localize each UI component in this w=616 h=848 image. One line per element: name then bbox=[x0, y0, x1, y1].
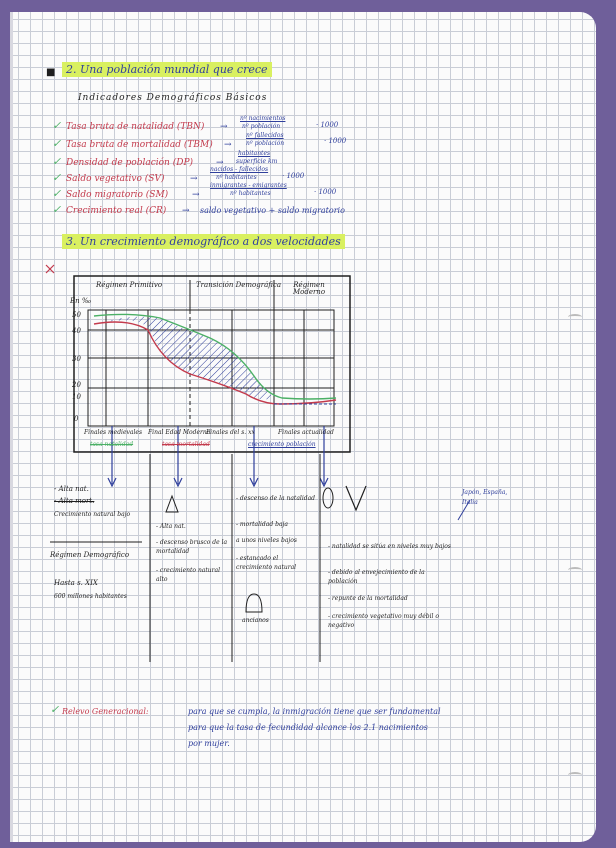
fraction-top: habitantes bbox=[238, 150, 271, 157]
indicator-label: Tasa bruta de natalidad (TBN) bbox=[66, 122, 205, 132]
y-axis-label: En ‰ bbox=[70, 297, 92, 305]
multiplier: · 1000 bbox=[324, 137, 347, 145]
check-icon: ✓ bbox=[52, 119, 62, 132]
x-label: Finales actualidad bbox=[278, 429, 334, 436]
red-x-mark bbox=[46, 265, 54, 273]
x-label: Finales del s. xx bbox=[206, 429, 255, 436]
note-text: - natalidad se sitúa en niveles muy bajos bbox=[328, 543, 451, 550]
note-text: ancianos bbox=[242, 617, 269, 624]
note-text: - crecimiento vegetativo muy débil o negativo bbox=[328, 613, 439, 629]
note-text: - crecimiento natural alto bbox=[156, 567, 221, 583]
arrow-icon: → bbox=[216, 158, 224, 168]
y-tick: 20 bbox=[72, 381, 81, 389]
fraction-bottom: superficie km bbox=[236, 158, 278, 165]
fraction-top: inmigrantes - emigrantes bbox=[210, 182, 287, 189]
check-icon: ✓ bbox=[52, 187, 62, 200]
countries-note: Italia bbox=[462, 499, 478, 506]
y-tick: 50 bbox=[72, 311, 81, 319]
leaf-icon bbox=[323, 488, 333, 508]
note-text: - descenso de la natalidad bbox=[236, 495, 316, 502]
arrow-icon: → bbox=[192, 190, 200, 200]
note-text: - descenso brusco de la mortalidad bbox=[156, 539, 228, 555]
note-text: - Alta mort. bbox=[54, 497, 95, 505]
note-text: Régimen Demográfico bbox=[50, 551, 130, 559]
y-tick: 0 bbox=[74, 415, 79, 423]
legend-death: tasa mortalidad bbox=[162, 441, 210, 448]
legend-birth: tasa natalidad bbox=[90, 441, 134, 448]
relevo-label: Relevo Generacional: bbox=[62, 707, 149, 716]
note-text: a unos niveles bajos bbox=[236, 537, 297, 544]
arrow-icon: → bbox=[220, 122, 228, 132]
fraction-bottom: nº población bbox=[242, 123, 281, 130]
relevo-text: para que se cumpla, la inmigración tiene que ser fundamental bbox=[188, 707, 441, 716]
y-tick: 40 bbox=[72, 327, 81, 335]
phase-label: Transición Demográfica bbox=[196, 281, 282, 289]
indicator-label: Saldo vegetativo (SV) bbox=[66, 174, 165, 184]
legend-growth: crecimiento población bbox=[248, 441, 316, 448]
check-icon: ✓ bbox=[50, 703, 60, 716]
check-icon: ✓ bbox=[52, 155, 62, 168]
multiplier: · 1000 bbox=[314, 188, 337, 196]
note-text: - debido al envejecimiento de la población bbox=[328, 569, 425, 585]
note-text: Hasta s. XIX bbox=[54, 579, 98, 587]
y-tick: 10 bbox=[72, 393, 81, 401]
x-label: Finales medievales bbox=[84, 429, 143, 436]
note-text: Crecimiento natural bajo bbox=[54, 511, 131, 518]
arrow-icon: → bbox=[224, 140, 232, 150]
fraction-bottom: nº población bbox=[246, 140, 285, 147]
x-label: Final Edad Moderna bbox=[148, 429, 211, 436]
note-text: - Alta nat. bbox=[54, 485, 89, 493]
inverted-pyramid-icon bbox=[346, 486, 366, 510]
arrow-icon: → bbox=[182, 206, 190, 216]
bullet-mark: ■ bbox=[46, 67, 56, 78]
check-icon: ✓ bbox=[52, 137, 62, 150]
notebook-page bbox=[10, 12, 596, 842]
note-text: - Alta nat. bbox=[156, 523, 186, 530]
note-text: - estancado el crecimiento natural bbox=[236, 555, 297, 571]
check-icon: ✓ bbox=[52, 171, 62, 184]
relevo-text: para que la tasa de fecundidad alcance los 2.1 nacimientos bbox=[188, 723, 428, 732]
countries-note: Japón, España, bbox=[462, 489, 508, 496]
check-icon: ✓ bbox=[52, 203, 62, 216]
demographic-transition-diagram bbox=[10, 12, 596, 842]
pyramid-icon bbox=[166, 496, 178, 512]
y-tick: 30 bbox=[72, 355, 81, 363]
formula-text: saldo vegetativo + saldo migratorio bbox=[200, 206, 345, 215]
indicator-label: Crecimiento real (CR) bbox=[66, 206, 167, 216]
phase-label: Régimen Moderno bbox=[292, 281, 326, 296]
indicator-label: Tasa bruta de mortalidad (TBM) bbox=[66, 140, 213, 150]
arrow-icon: → bbox=[190, 174, 198, 184]
indicator-label: Densidad de población (DP) bbox=[66, 158, 194, 168]
multiplier: · 1000 bbox=[316, 121, 339, 129]
note-text: - repunte de la mortalidad bbox=[328, 595, 408, 602]
fraction-bottom: nº habitantes bbox=[230, 190, 271, 197]
dome-icon bbox=[246, 594, 262, 612]
indicators-heading: Indicadores Demográficos Básicos bbox=[78, 93, 268, 103]
fraction-bottom: nº habitantes bbox=[216, 174, 257, 181]
section2-title: 2. Una población mundial que crece bbox=[62, 62, 272, 77]
indicator-label: Saldo migratorio (SM) bbox=[66, 190, 169, 200]
note-text: 600 millones habitantes bbox=[54, 593, 127, 600]
multiplier: · 1000 bbox=[282, 172, 305, 180]
note-text: - mortalidad baja bbox=[236, 521, 288, 528]
fraction-top: nº nacimientos bbox=[240, 115, 286, 122]
relevo-text: por mujer. bbox=[188, 739, 230, 748]
section3-title: 3. Un crecimiento demográfico a dos velocidades bbox=[62, 234, 345, 249]
phase-label: Régimen Primitivo bbox=[96, 281, 163, 289]
fraction-top: nacidos - fallecidos bbox=[210, 166, 269, 173]
fraction-top: nº fallecidos bbox=[246, 132, 284, 139]
